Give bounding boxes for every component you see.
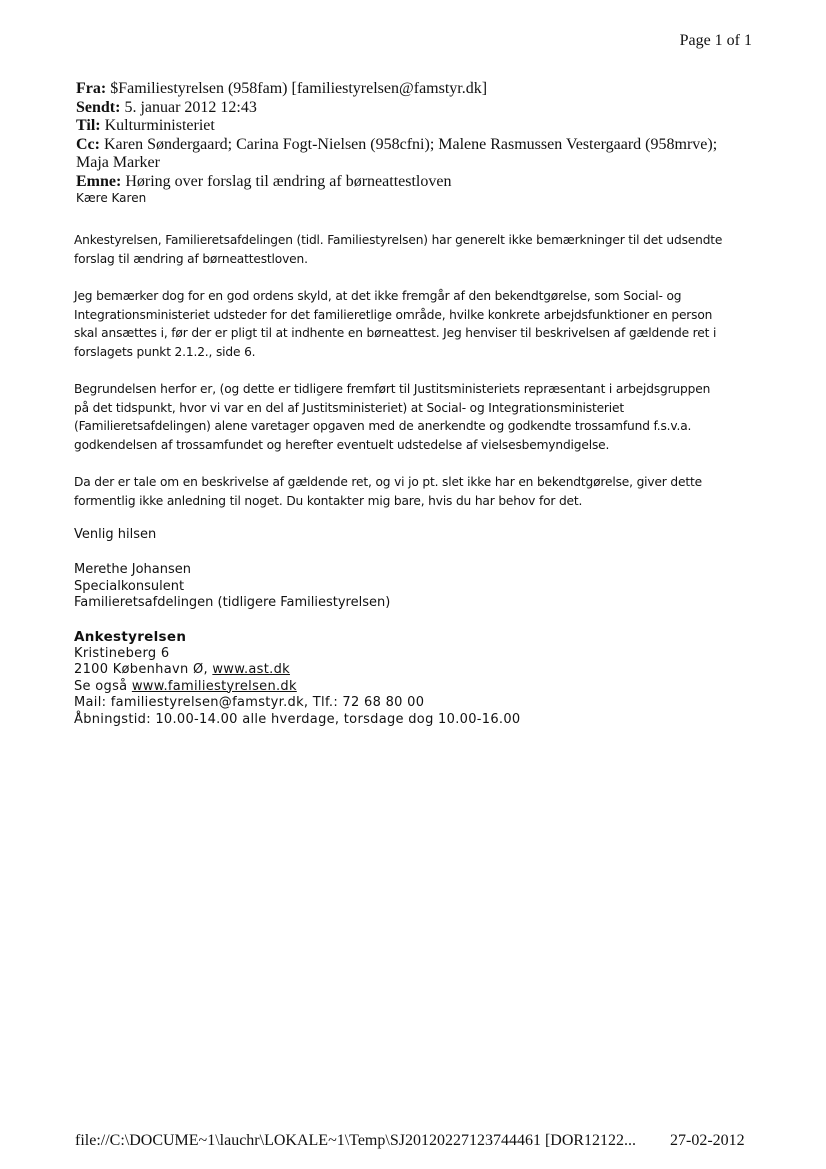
greeting: Kære Karen <box>76 191 147 205</box>
footer-path: file://C:\DOCUME~1\lauchr\LOKALE~1\Temp\SJ20120227123744461 [DOR12122... <box>75 1132 637 1149</box>
subject-label: Emne: <box>76 172 122 190</box>
cc-row-continued <box>76 154 766 173</box>
footer-date: 27-02-2012 <box>670 1132 745 1149</box>
see-also-line <box>74 679 520 696</box>
from-label: Fra: <box>76 80 107 97</box>
print-footer <box>75 1132 745 1150</box>
cc-value: Karen Søndergaard; Carina Fogt-Nielsen (958cfni); Malene Rasmussen Vestergaard (958mrve); <box>103 135 718 153</box>
email-header <box>76 80 766 191</box>
city: 2100 København Ø, <box>74 662 213 677</box>
paragraph-line: Da der er tale om en beskrivelse af gældende ret, og vi jo pt. slet ikke har en bekendtgørelse, giver dette <box>74 475 702 489</box>
signer-title: Specialkonsulent <box>74 578 185 594</box>
from-row <box>76 80 766 99</box>
to-value: Kulturministeriet <box>104 117 215 134</box>
signature-block <box>74 562 390 612</box>
closing: Venlig hilsen <box>74 527 157 542</box>
organization-name: Ankestyrelsen <box>74 629 187 645</box>
address: Kristineberg 6 <box>74 645 170 661</box>
paragraph-line: Jeg bemærker dog for en god ordens skyld, at det ikke fremgår af den bekendtgørelse, som Social- og <box>74 289 682 303</box>
page-number: Page 1 of 1 <box>679 32 752 49</box>
see-also-label: Se også <box>74 678 132 694</box>
sent-row <box>76 99 766 118</box>
paragraph-line: Begrundelsen herfor er, (og dette er tidligere fremført til Justitsministeriets repræsentant i arbejdsgruppen <box>74 382 711 396</box>
from-value: $Familiestyrelsen (958fam) [familiestyrelsen@famstyr.dk] <box>110 80 488 97</box>
opening-hours: Åbningstid: 10.00-14.00 alle hverdage, torsdage dog 10.00-16.00 <box>74 711 521 727</box>
paragraph-line: forslag til ændring af børneattestloven. <box>74 251 308 266</box>
subject-value: Høring over forslag til ændring af børneattestloven <box>125 172 452 190</box>
subject-row <box>76 173 766 192</box>
cc-value-2: Maja Marker <box>76 154 160 171</box>
paragraph-line: Ankestyrelsen, Familieretsafdelingen (tidl. Familiestyrelsen) har generelt ikke bemærkninger til det udsendte <box>74 233 723 247</box>
to-row <box>76 117 766 136</box>
contact-block <box>74 629 520 728</box>
paragraph-line: på det tidspunkt, hvor vi var en del af Justitsministeriet) at Social- og Integrationsministeriet <box>74 400 625 415</box>
paragraph-line: Integrationsministeriet udsteder for det familieretlige område, hvilke konkrete arbejdsfunktioner en person <box>74 307 713 322</box>
paragraph-line: formentlig ikke anledning til noget. Du kontakter mig bare, hvis du har behov for det. <box>74 493 583 508</box>
see-also-link[interactable]: www.familiestyrelsen.dk <box>131 678 297 694</box>
web-link[interactable]: www.ast.dk <box>212 662 290 677</box>
cc-label: Cc: <box>76 135 100 153</box>
paragraph-line: skal ansættes i, før der er pligt til at indhente en børneattest. Jeg henviser til beskrivelsen af gældende ret i <box>74 326 717 340</box>
sent-label: Sendt: <box>76 98 121 116</box>
signer-department: Familieretsafdelingen (tidligere Familiestyrelsen) <box>74 595 391 610</box>
cc-row <box>76 136 766 155</box>
signer-name: Merethe Johansen <box>74 562 191 577</box>
city-line <box>74 662 520 679</box>
paragraph-1 <box>74 231 764 268</box>
to-label: Til: <box>76 117 101 134</box>
paragraph-line: forslagets punkt 2.1.2., side 6. <box>74 344 256 359</box>
paragraph-line: godkendelsen af trossamfundet og herefter eventuelt udstedelse af vielsesbemyndigelse. <box>74 437 610 452</box>
paragraph-4 <box>74 473 764 510</box>
mail-phone-line: Mail: familiestyrelsen@famstyr.dk, Tlf.: 72 68 80 00 <box>74 695 425 710</box>
paragraph-3 <box>74 380 764 454</box>
sent-value: 5. januar 2012 12:43 <box>124 98 257 116</box>
paragraph-2 <box>74 287 764 361</box>
paragraph-line: (Familieretsafdelingen) alene varetager opgaven med de anerkendte og godkendte trossamfund f.s.v.a. <box>74 419 692 433</box>
